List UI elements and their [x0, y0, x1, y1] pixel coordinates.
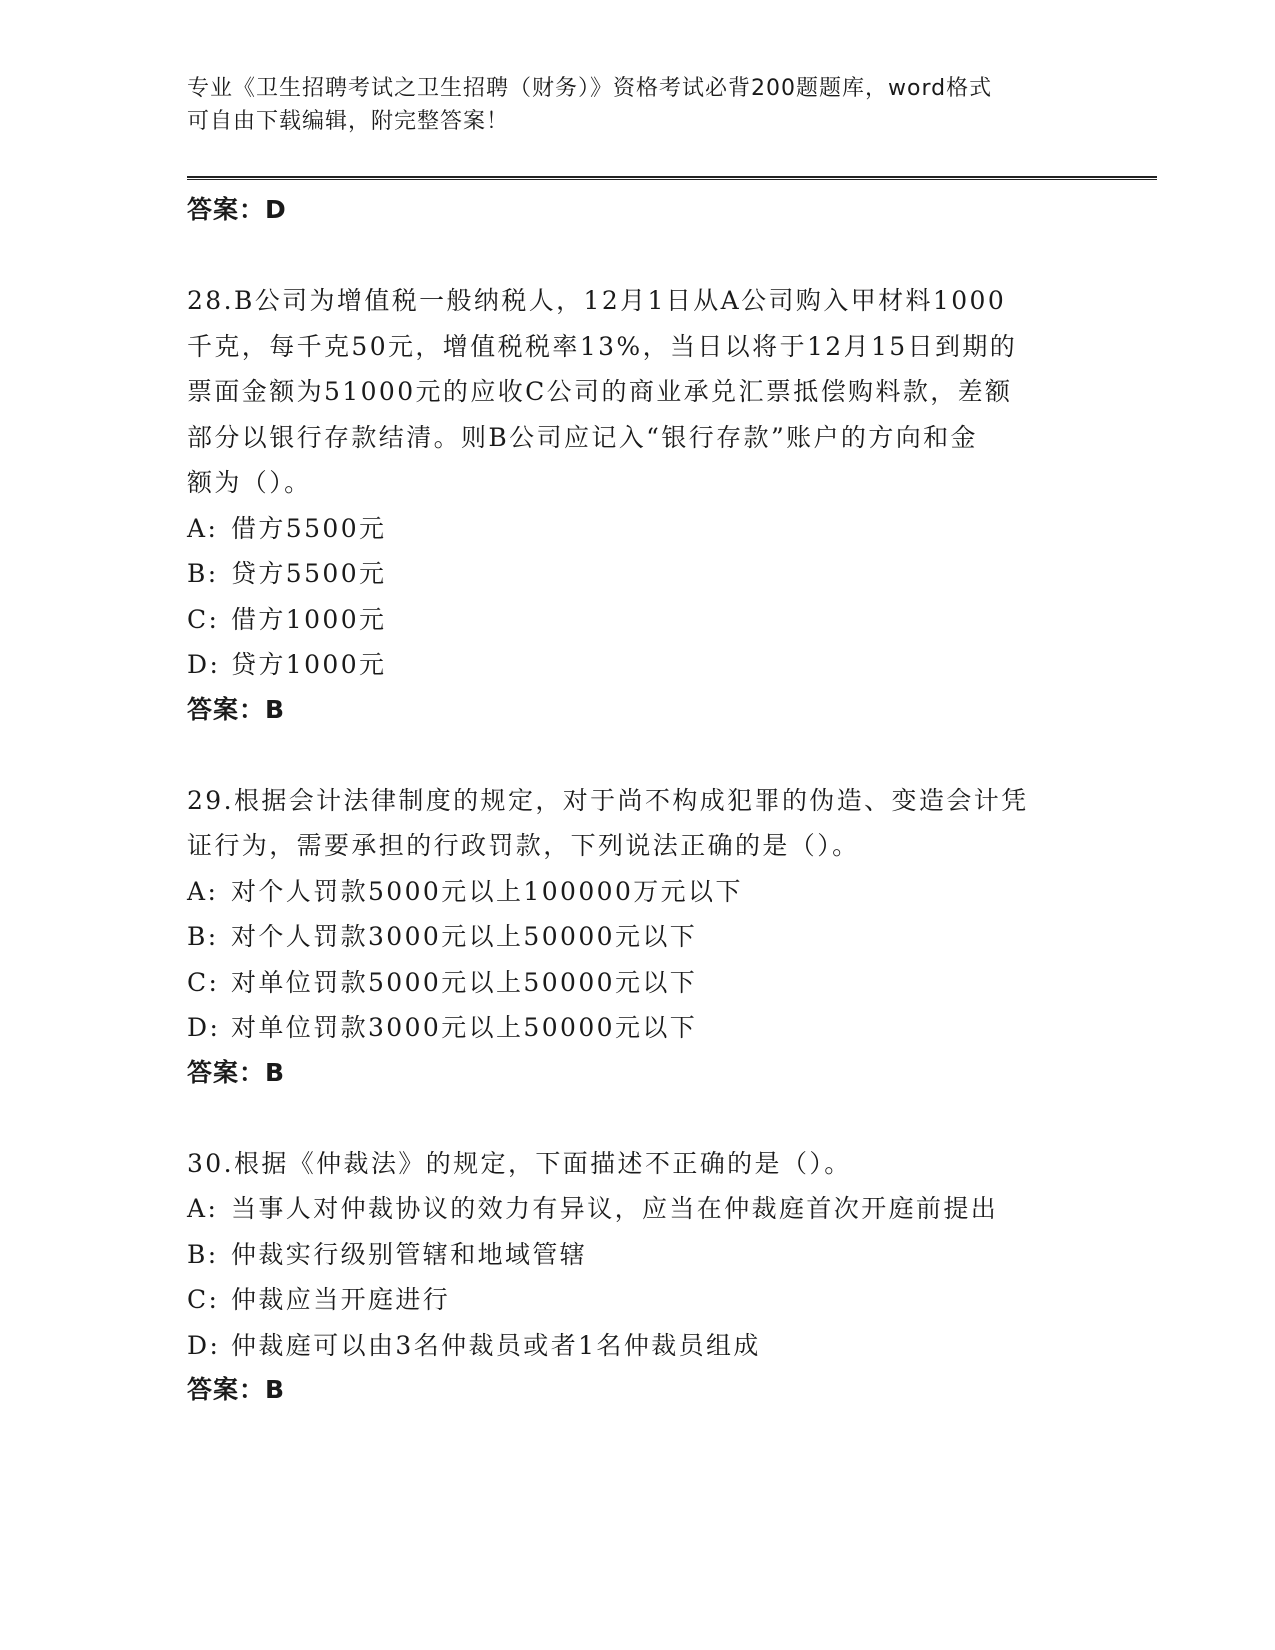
option-c: [187, 1277, 1087, 1323]
option-text: 贷方5500元: [231, 559, 387, 588]
option-text: 对个人罚款5000元以上100000万元以下: [231, 876, 743, 906]
option-letter: D:: [187, 1330, 221, 1360]
option-b: [187, 914, 1087, 960]
option-text: 仲裁庭可以由3名仲裁员或者1名仲裁员组成: [231, 1330, 761, 1360]
question-stem-line: 额为（）。: [187, 468, 312, 497]
option-c: [187, 597, 1087, 643]
header-line-1: 专业《卫生招聘考试之卫生招聘（财务）》资格考试必背200题题库，word格式: [187, 76, 993, 101]
question-stem-line: 28.B公司为增值税一般纳税人，12月1日从A公司购入甲材料1000: [187, 286, 1007, 315]
question-stem-line: 票面金额为51000元的应收C公司的商业承兑汇票抵偿购料款，差额: [187, 377, 1013, 406]
option-text: 对单位罚款3000元以上50000元以下: [231, 1013, 698, 1042]
option-b: [187, 1232, 1087, 1278]
question-stem-line: 29.根据会计法律制度的规定，对于尚不构成犯罪的伪造、变造会计凭: [187, 785, 1029, 815]
option-letter: D:: [187, 1013, 221, 1042]
option-text: 贷方1000元: [231, 650, 387, 679]
option-letter: D:: [187, 650, 221, 679]
option-text: 借方1000元: [231, 604, 387, 634]
option-a: [187, 506, 1087, 552]
answer-28: 答案：B: [187, 694, 286, 724]
question-28: [187, 278, 1087, 732]
option-d: [187, 1005, 1087, 1051]
option-letter: C:: [187, 967, 220, 997]
option-letter: C:: [187, 604, 220, 634]
answer-30: 答案：B: [187, 1375, 286, 1404]
option-d: [187, 1323, 1087, 1369]
question-stem-line: 部分以银行存款结清。则B公司应记入“银行存款”账户的方向和金: [187, 422, 978, 452]
previous-answer: 答案：D: [187, 195, 287, 224]
option-letter: B:: [187, 922, 219, 951]
option-text: 仲裁应当开庭进行: [231, 1285, 451, 1314]
answer-29: 答案：B: [187, 1057, 286, 1087]
option-text: 对个人罚款3000元以上50000元以下: [231, 922, 698, 951]
question-30: [187, 1141, 1087, 1413]
header-divider: [187, 176, 1157, 180]
option-text: 借方5500元: [231, 513, 387, 543]
option-text: 当事人对仲裁协议的效力有异议，应当在仲裁庭首次开庭前提出: [231, 1194, 999, 1223]
option-a: [187, 1186, 1087, 1232]
question-29: [187, 778, 1087, 1095]
option-text: 对单位罚款5000元以上50000元以下: [231, 967, 698, 997]
option-b: [187, 551, 1087, 597]
option-letter: A:: [187, 513, 219, 543]
option-letter: B:: [187, 559, 219, 588]
question-stem-line: 千克，每千克50元，增值税税率13%，当日以将于12月15日到期的: [187, 331, 1018, 361]
option-letter: A:: [187, 876, 219, 906]
option-a: [187, 869, 1087, 915]
page-header: [187, 72, 1067, 138]
question-stem-line: 证行为，需要承担的行政罚款，下列说法正确的是（）。: [187, 831, 860, 860]
option-d: [187, 642, 1087, 688]
option-c: [187, 960, 1087, 1006]
option-letter: B:: [187, 1239, 219, 1269]
header-line-2: 可自由下载编辑，附完整答案！: [187, 109, 510, 134]
option-letter: C:: [187, 1285, 220, 1314]
question-list: [187, 188, 1087, 1412]
option-text: 仲裁实行级别管辖和地域管辖: [231, 1239, 588, 1269]
question-stem-line: 30.根据《仲裁法》的规定，下面描述不正确的是（）。: [187, 1148, 852, 1178]
option-letter: A:: [187, 1194, 219, 1223]
